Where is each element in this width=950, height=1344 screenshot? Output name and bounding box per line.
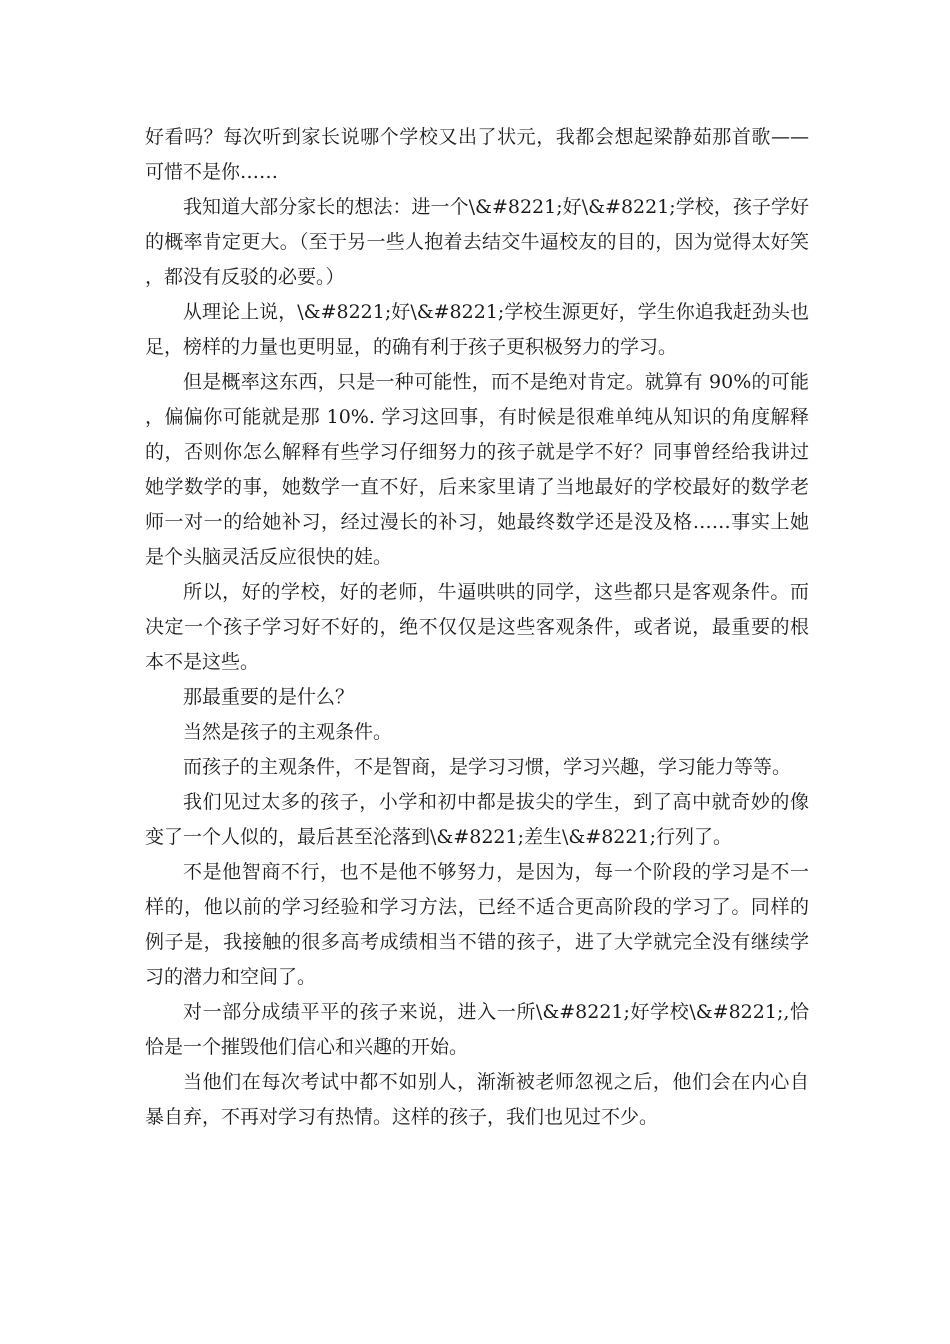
paragraph: 从理论上说，\&#8221;好\&#8221;学校生源更好，学生你追我赶劲头也足，榜样的力量也更明显，的确有利于孩子更积极努力的学习。 [145, 301, 809, 358]
paragraph: 所以，好的学校，好的老师，牛逼哄哄的同学，这些都只是客观条件。而决定一个孩子学习好不好的，绝不仅仅是这些客观条件，或者说，最重要的根本不是这些。 [145, 581, 809, 673]
paragraph: 当然是孩子的主观条件。 [183, 721, 393, 743]
paragraph: 但是概率这东西，只是一种可能性，而不是绝对肯定。就算有 90%的可能，偏偏你可能就是那 10%. 学习这回事，有时候是很难单纯从知识的角度解释的，否则你怎么解释有些学习仔细努力的孩子就是学不好？同事曾经给我讲过她学数学的事，她数学一直不好，后来家里请了当地最好的学校最好的数学老师一对一的给她补习，经过漫长的补习，她最终数学还是没及格……事实上她是个头脑灵活反应很快的娃。 [145, 371, 809, 568]
paragraph: 我们见过太多的孩子，小学和初中都是拔尖的学生，到了高中就奇妙的像变了一个人似的，最后甚至沦落到\&#8221;差生\&#8221;行列了。 [145, 791, 809, 848]
paragraph: 对一部分成绩平平的孩子来说，进入一所\&#8221;好学校\&#8221;,恰恰是一个摧毁他们信心和兴趣的开始。 [145, 1001, 809, 1058]
document-body [145, 120, 809, 1135]
paragraph: 我知道大部分家长的想法：进一个\&#8221;好\&#8221;学校，孩子学好的概率肯定更大。（至于另一些人抱着去结交牛逼校友的目的，因为觉得太好笑，都没有反驳的必要。） [145, 196, 809, 288]
paragraph: 那最重要的是什么？ [183, 686, 355, 708]
paragraph: 不是他智商不行，也不是他不够努力，是因为，每一个阶段的学习是不一样的，他以前的学习经验和学习方法，已经不适合更高阶段的学习了。同样的例子是，我接触的很多高考成绩相当不错的孩子，进了大学就完全没有继续学习的潜力和空间了。 [145, 861, 809, 988]
paragraph: 而孩子的主观条件，不是智商，是学习习惯，学习兴趣，学习能力等等。 [183, 756, 792, 778]
paragraph: 好看吗？每次听到家长说哪个学校又出了状元，我都会想起梁静茹那首歌——可惜不是你…… [145, 126, 809, 183]
paragraph: 当他们在每次考试中都不如别人，渐渐被老师忽视之后，他们会在内心自暴自弃，不再对学习有热情。这样的孩子，我们也见过不少。 [145, 1071, 809, 1128]
